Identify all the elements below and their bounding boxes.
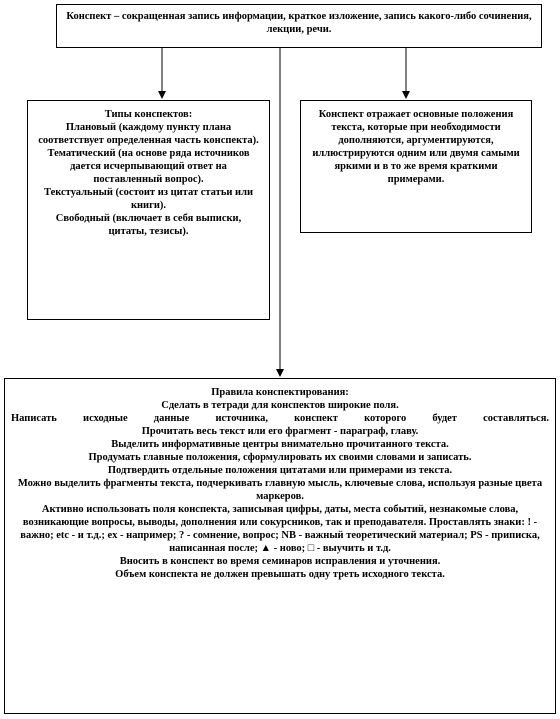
rules-title: Правила конспектирования:: [211, 387, 349, 398]
types-item-free: Свободный (включает в себя выписки, цитаты, тезисы).: [55, 213, 242, 237]
rule-formulate: Продумать главные положения, сформулировать их своими словами и записать.: [88, 452, 472, 463]
rule-source-data: Написать исходные данные источника, конспект которого будет составляться.: [11, 413, 549, 424]
definition-text: Конспект – сокращенная запись информации, краткое изложение, запись какого-либо сочинения, лекции, речи.: [66, 11, 532, 35]
types-item-thematic: Тематический (на основе ряда источников дается исчерпывающий ответ на поставленный вопрос).: [47, 148, 250, 185]
types-item-textual: Текстуальный (состоит из цитат статьи или книги).: [43, 187, 254, 211]
reflects-box: [300, 100, 532, 233]
rule-markers: Можно выделить фрагменты текста, подчеркивать главную мысль, ключевые слова, используя разные цвета маркеров.: [17, 478, 543, 502]
rule-use-margins: Активно использовать поля конспекта, записывая цифры, даты, места событий, незнакомые слова, возникающие вопросы, выводы, дополнения или сокурсников, так и преподавателя. Проставлять знаки: ! - важно; etc - и т.д.; ex - например; ? - сомнение, вопрос; NB - важный теоретический материал; PS - приписка, написанная после; ▲ - ново; □ - выучить и т.д.: [20, 504, 540, 554]
rule-quotes: Подтвердить отдельные положения цитатами или примерами из текста.: [107, 465, 453, 476]
types-title: Типы конспектов:: [104, 109, 193, 120]
rule-read-text: Прочитать весь текст или его фрагмент - параграф, главу.: [141, 426, 419, 437]
rule-highlight-centers: Выделить информативные центры внимательно прочитанного текста.: [111, 439, 449, 450]
rule-corrections: Вносить в конспект во время семинаров исправления и уточнения.: [119, 556, 441, 567]
rule-volume: Объем конспекта не должен превышать одну треть исходного текста.: [115, 569, 445, 580]
rules-box: [4, 378, 556, 714]
definition-box: [56, 4, 542, 48]
reflects-text: Конспект отражает основные положения текста, которые при необходимости дополняются, аргументируются, иллюстрируются одним или двумя самыми яркими и в то же время краткими примерами.: [312, 109, 520, 185]
types-box: [27, 100, 270, 320]
types-item-planned: Плановый (каждому пункту плана соответствует определенная часть конспекта).: [38, 122, 259, 146]
rule-margins: Сделать в тетради для конспектов широкие поля.: [161, 400, 399, 411]
